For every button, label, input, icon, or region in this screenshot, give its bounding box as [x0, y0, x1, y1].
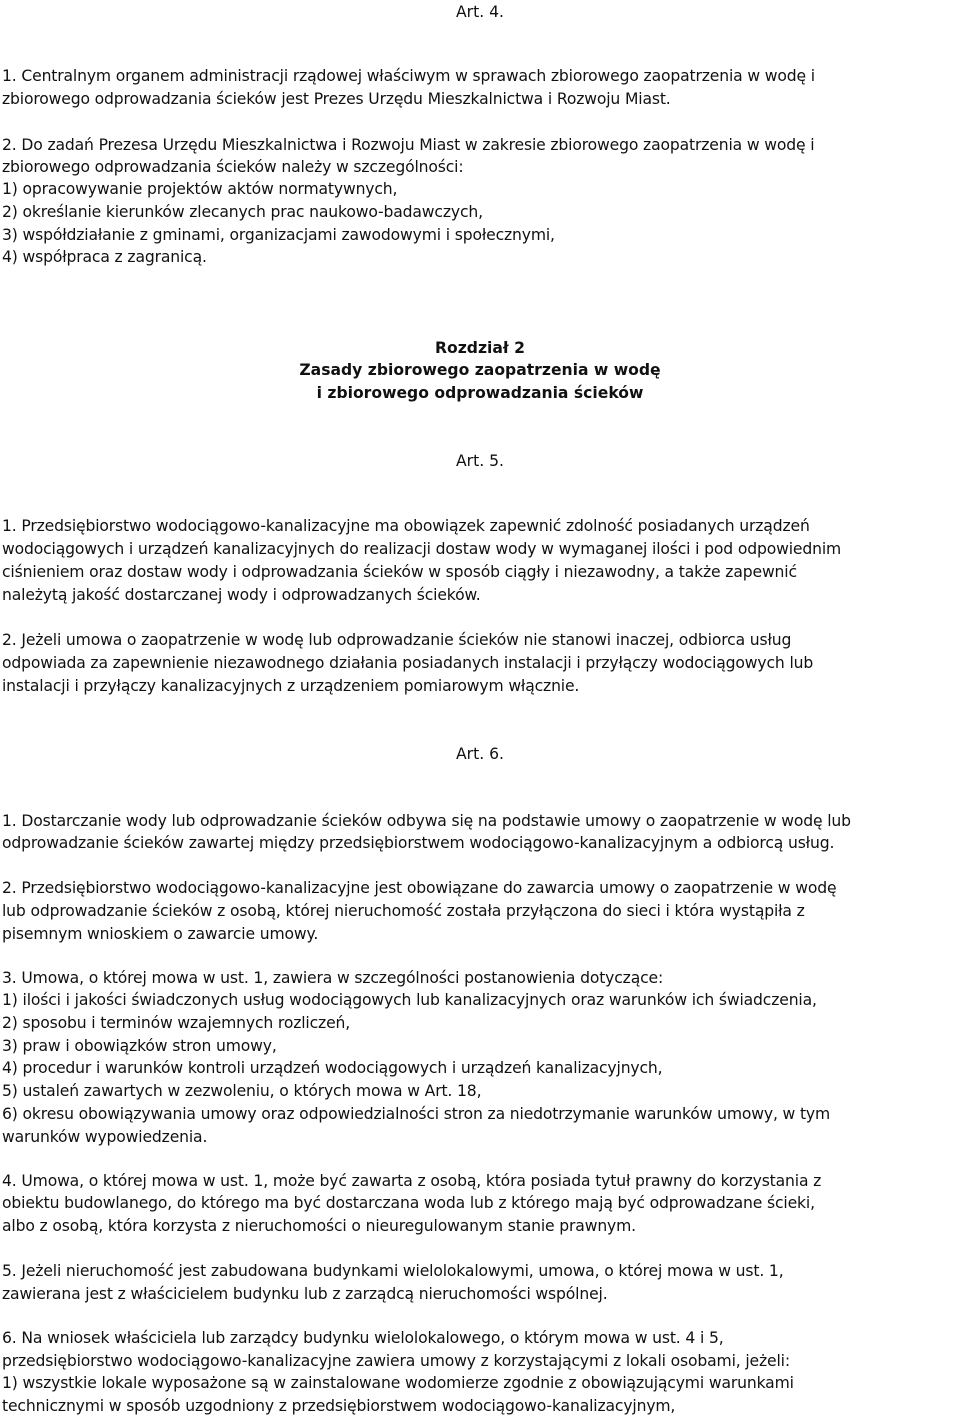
list-item: 1) ilości i jakości świadczonych usług wodociągowych lub kanalizacyjnych oraz warunków ich świadczenia,: [2, 991, 817, 1009]
text-line: wodociągowych i urządzeń kanalizacyjnych do realizacji dostaw wody w wymaganej ilości i pod odpowiednim: [2, 540, 842, 558]
text-line: warunków wypowiedzenia.: [2, 1128, 208, 1146]
list-item: 1) wszystkie lokale wyposażone są w zainstalowane wodomierze zgodnie z obowiązującymi warunkami: [2, 1374, 794, 1392]
text-line: zbiorowego odprowadzania ścieków jest Prezes Urzędu Mieszkalnictwa i Rozwoju Miast.: [2, 90, 671, 108]
text-line: 4. Umowa, o której mowa w ust. 1, może być zawarta z osobą, która posiada tytuł prawny do korzystania z: [2, 1172, 822, 1190]
text-line: przedsiębiorstwo wodociągowo-kanalizacyjne zawiera umowy z korzystającymi z lokali osobami, jeżeli:: [2, 1352, 790, 1370]
list-item: 1) opracowywanie projektów aktów normatywnych,: [2, 180, 398, 198]
text-line: zbiorowego odprowadzania ścieków należy w szczególności:: [2, 158, 464, 176]
list-item: 2) określanie kierunków zlecanych prac naukowo-badawczych,: [2, 203, 483, 221]
chapter-title-line: Zasady zbiorowego zaopatrzenia w wodę: [299, 361, 661, 379]
text-line: pisemnym wnioskiem o zawarcie umowy.: [2, 925, 319, 943]
text-line: 2. Przedsiębiorstwo wodociągowo-kanalizacyjne jest obowiązane do zawarcia umowy o zaopatrzenie w wodę: [2, 879, 837, 897]
list-item: 4) procedur i warunków kontroli urządzeń wodociągowych i urządzeń kanalizacyjnych,: [2, 1059, 663, 1077]
text-line: technicznymi w sposób uzgodniony z przedsiębiorstwem wodociągowo-kanalizacyjnym,: [2, 1397, 676, 1415]
text-line: 1. Centralnym organem administracji rządowej właściwym w sprawach zbiorowego zaopatrzenia w wodę i: [2, 67, 815, 85]
text-line: albo z osobą, która korzysta z nieruchomości o nieuregulowanym stanie prawnym.: [2, 1217, 636, 1235]
text-line: lub odprowadzanie ścieków z osobą, której nieruchomość została przyłączona do sieci i która wystąpiła z: [2, 902, 805, 920]
text-line: 6. Na wniosek właściciela lub zarządcy budynku wielolokalowego, o którym mowa w ust. 4 i 5,: [2, 1329, 724, 1347]
art6-heading: Art. 6.: [456, 745, 504, 763]
text-line: 1. Przedsiębiorstwo wodociągowo-kanalizacyjne ma obowiązek zapewnić zdolność posiadanych urządzeń: [2, 517, 810, 535]
text-line: 2. Do zadań Prezesa Urzędu Mieszkalnictwa i Rozwoju Miast w zakresie zbiorowego zaopatrzenia w wodę i: [2, 136, 815, 154]
text-line: zawierana jest z właścicielem budynku lub z zarządcą nieruchomości wspólnej.: [2, 1285, 608, 1303]
text-line: należytą jakość dostarczanej wody i odprowadzanych ścieków.: [2, 586, 481, 604]
list-item: 6) okresu obowiązywania umowy oraz odpowiedzialności stron za niedotrzymanie warunków umowy, w tym: [2, 1105, 831, 1123]
chapter-title-line: i zbiorowego odprowadzania ścieków: [316, 384, 644, 402]
text-line: 1. Dostarczanie wody lub odprowadzanie ścieków odbywa się na podstawie umowy o zaopatrzenie w wodę lub: [2, 812, 851, 830]
list-item: 3) współdziałanie z gminami, organizacjami zawodowymi i społecznymi,: [2, 226, 555, 244]
list-item: 5) ustaleń zawartych w zezwoleniu, o których mowa w Art. 18,: [2, 1082, 482, 1100]
text-line: odprowadzanie ścieków zawartej między przedsiębiorstwem wodociągowo-kanalizacyjnym a odbiorcą usług.: [2, 834, 835, 852]
art4-heading: Art. 4.: [456, 3, 504, 21]
text-line: 2. Jeżeli umowa o zaopatrzenie w wodę lub odprowadzanie ścieków nie stanowi inaczej, odbiorca usług: [2, 631, 792, 649]
text-line: obiektu budowlanego, do którego ma być dostarczana woda lub z którego mają być odprowadzane ścieki,: [2, 1194, 815, 1212]
text-line: odpowiada za zapewnienie niezawodnego działania posiadanych instalacji i przyłączy wodociągowych lub: [2, 654, 814, 672]
list-item: 2) sposobu i terminów wzajemnych rozliczeń,: [2, 1014, 351, 1032]
text-line: 5. Jeżeli nieruchomość jest zabudowana budynkami wielolokalowymi, umowa, o której mowa w ust. 1,: [2, 1262, 784, 1280]
list-item: 4) współpraca z zagranicą.: [2, 248, 207, 266]
art5-heading: Art. 5.: [456, 452, 504, 470]
chapter-number: Rozdział 2: [435, 339, 525, 357]
text-line: 3. Umowa, o której mowa w ust. 1, zawiera w szczególności postanowienia dotyczące:: [2, 969, 664, 987]
text-line: instalacji i przyłączy kanalizacyjnych z urządzeniem pomiarowym włącznie.: [2, 677, 580, 695]
list-item: 3) praw i obowiązków stron umowy,: [2, 1037, 277, 1055]
text-line: ciśnieniem oraz dostaw wody i odprowadzania ścieków w sposób ciągły i niezawodny, a także zapewnić: [2, 563, 797, 581]
